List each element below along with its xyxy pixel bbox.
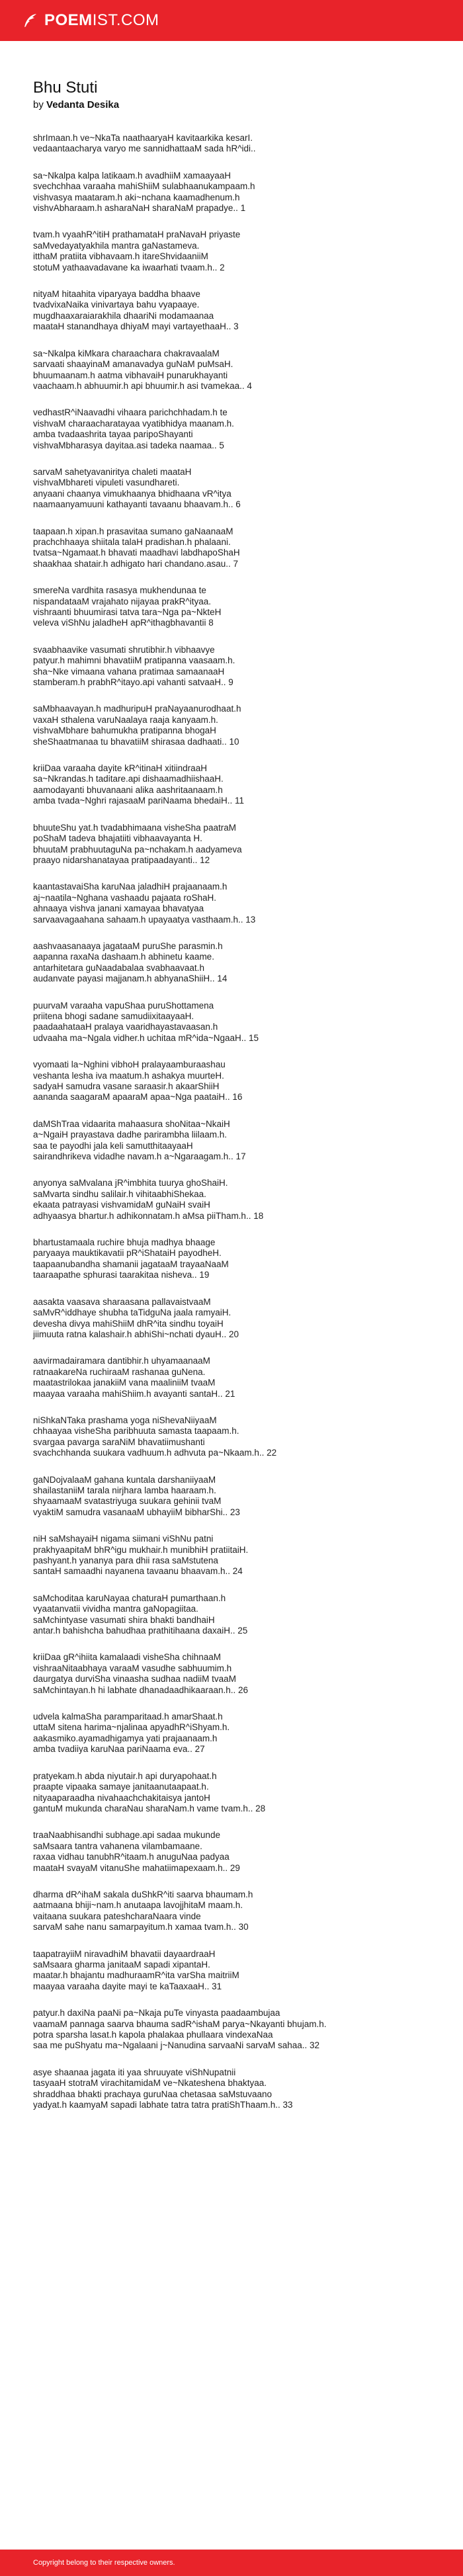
- verse-19: bhartustamaala ruchire bhuja madhya bhaage paryaaya mauktikavatii pR^iShataiH payodheH. taapaanubandha shamanii jagataaM trayaaNaaM taaraapathe sphurasi taarakitaa nisheva.. 19: [33, 1237, 229, 1280]
- verse-2: tvam.h vyaahR^itiH prathamataH praNavaH priyaste saMvedayatyakhila mantra gaNastameva. itthaM pratiita vibhavaam.h itareShvidaaniiM stotuM yathaavadavane ka iwaarhati tvaam.h.. 2: [33, 229, 241, 272]
- verse-14: aashvaasanaaya jagataaM puruShe parasmin.h aapanna raxaNa dashaam.h abhinetu kaame. antarhitetara guNaadabalaa svabhaavaat.h audanvate payasi majjanam.h abhyanaShiiH.. 14: [33, 940, 228, 984]
- verse-13: kaantastavaiSha karuNaa jaladhiH prajaanaam.h aj~naatila~Nghana vashaadu pajaata roShaH. ahnaaya vishva janani xamayaa bhavatyaa sarvaavagaahana sahaam.h upayaatya vasthaam.h.. 13: [33, 882, 256, 925]
- verse-8: smereNa vardhita rasasya mukhendunaa te nispandataaM vrajahato nijayaa prakR^ityaa. vishraanti bhuumirasi tatva tara~Nga pa~NkteH veleva viShNu jaladheH apR^ithagbhavantii 8: [33, 585, 222, 628]
- poem-title: Bhu Stuti: [33, 79, 98, 97]
- verse-12: bhuuteShu yat.h tvadabhimaana visheSha paatraM poShaM tadeva bhajatiiti vibhaavayanta H. bhuutaM prabhuutaguNa pa~nchakam.h aadyameva praayo nidarshanatayaa pratipaadayanti.. 12: [33, 822, 242, 865]
- verse-5: vedhastR^iNaavadhi vihaara parichchhadam.h te vishvaM charaacharatayaa vyatibhidya maanam.h. amba tvadaashrita tayaa paripoShayanti vishvaMbharasya dayitaa.asi tadeka naamaa.. 5: [33, 407, 234, 450]
- site-footer: [0, 2550, 463, 2576]
- verse-28: pratyekam.h abda niyutair.h api duryapohaat.h praapte vipaaka samaye janitaanutaapaat.h. nityaaparaadha nivahaachchakitaisya jantoH gantuM mukunda charaNau sharaNam.h vame tvam.h.. 28: [33, 1770, 266, 1813]
- verse-22: niShkaNTaka prashama yoga niShevaNiiyaaM chhaayaa visheSha paribhuuta samasta taapaam.h. svargaa pavarga saraNiM bhavatiimushanti svachchhanda suukara vadhuum.h adhvuta pa~Nkaam.h.. 22: [33, 1415, 277, 1458]
- verse-32: patyur.h daxiNa paaNi pa~Nkaja puTe vinyasta paadaambujaa vaamaM pannaga saarva bhauma sadR^ishaM parya~Nkayanti bhujam.h. potra sparsha lasat.h kapola phalakaa phullaara vindexaNaa saa me puShyatu ma~Ngalaani j~Nanudina sarvaaNi sarvaM sahaa.. 32: [33, 2008, 327, 2051]
- logo-text-regular: IST.COM: [92, 11, 159, 29]
- logo-text-bold: POEM: [44, 11, 93, 29]
- poem-byline: [33, 99, 437, 112]
- verse-21: aavirmadairamara dantibhir.h uhyamaanaaM ratnaakareNa ruchiraaM rashanaa guNena. maatastrilokaa janakiiM vana maaliniiM tvaaM maayaa varaaha mahiShiim.h avayanti santaH.. 21: [33, 1356, 235, 1399]
- site-header: [0, 0, 463, 41]
- footer-copyright: Copyright belong to their respective owners.: [33, 2559, 175, 2567]
- verse-1: sa~Nkalpa kalpa latikaam.h avadhiiM xamaayaaH svechchhaa varaaha mahiShiiM sulabhaanukampaam.h vishvasya maataram.h aki~nchana kaamadhenum.h vishvAbharaam.h asharaNaH sharaNaM prapadye.. 1: [33, 170, 255, 214]
- verse-15: puurvaM varaaha vapuShaa puruShottamena priitena bhogi sadane samudiixitaayaaH. paadaahataaH pralaya vaaridhayastavaasan.h udvaaha ma~Ngala vidher.h uchitaa mR^ida~NgaaH.. 15: [33, 1000, 259, 1043]
- verse-24: niH saMshayaiH nigama siimani viShNu patni prakhyaapitaM bhR^igu mukhair.h munibhiH pratiitaiH. pashyant.h yananya para dhii rasa saMstutena santaH samaadhi nayanena tavaanu bhaavam.h.. 24: [33, 1534, 249, 1577]
- verse-33: asye shaanaa jagata iti yaa shruuyate viShNupatnii tasyaaH stotraM virachitamidaM ve~Nkateshena bhaktyaa. shraddhaa bhakti prachaya guruNaa chetasaa saMstuvaano yadyat.h kaamyaM sapadi labhate tatra tatra pratiShThaam.h.. 33: [33, 2067, 293, 2110]
- verse-26: kriiDaa gR^ihiita kamalaadi visheSha chihnaaM vishraaNitaabhaya varaaM vasudhe sabhuumim.h daurgatya durviSha vinaasha sudhaa nadiiM tvaaM saMchintayan.h hi labhate dhanadaadhikaaraan.h.. 26: [33, 1652, 248, 1695]
- verse-17: daMShTraa vidaarita mahaasura shoNitaa~NkaiH a~NgaiH prayastava dadhe parirambha liilaam.h. saa te payodhi jala keli samutthitaayaaH sairandhrikeva vidadhe navam.h a~Ngaraagam.h.. 17: [33, 1118, 246, 1162]
- verse-9: svaabhaavike vasumati shrutibhir.h vibhaavye patyur.h mahimni bhavatiiM pratipanna vaasaam.h. sha~Nke vimaana vahana pratimaa samaanaaH stamberam.h prabhR^itayo.api vahanti satvaaH.. 9: [33, 644, 235, 688]
- poem-verses: [33, 133, 437, 2110]
- verse-10: saMbhaavayan.h madhuripuH praNayaanurodhaat.h vaxaH sthalena varuNaalaya raaja kanyaam.h. vishvaMbhare bahumukha pratipanna bhogaH sheShaatmanaa tu bhavatiiM shirasaa dadhaati.. 10: [33, 704, 241, 747]
- verse-0: shrImaan.h ve~NkaTa naathaaryaH kavitaarkika kesarI. vedaantaacharya varyo me sannidhattaaM sada hR^idi..: [33, 133, 256, 154]
- verse-31: taapatrayiiM niravadhiM bhavatii dayaardraaH saMsaara gharma janitaaM sapadi xipantaH. maatar.h bhajantu madhuraamR^ita varSha maitriiM maayaa varaaha dayite mayi te kaTaaxaaH.. 31: [33, 1948, 239, 1991]
- by-label: by: [33, 99, 44, 110]
- poem-content: [33, 78, 437, 2126]
- verse-11: kriiDaa varaaha dayite kR^itinaH xitiindraaH sa~Nkrandas.h taditare.api dishaamadhiishaaH. aamodayanti bhuvanaani alika aashritaanaam.h amba tvada~Nghri rajasaaM pariNaama bhedaiH.. 11: [33, 763, 245, 806]
- verse-6: sarvaM sahetyavaniritya chaleti maataH vishvaMbhareti vipuleti vasundhareti. anyaani chaanya vimukhaanya bhidhaana vR^itya naamaanyamuuni kathayanti tavaanu bhaavam.h.. 6: [33, 466, 241, 510]
- verse-18: anyonya saMvalana jR^imbhita tuurya ghoShaiH. saMvarta sindhu salilair.h vihitaabhiShekaa. ekaata patrayasi vishvamidaM guNaiH svaiH adhyaasya bhartur.h adhikonnatam.h aMsa piiTham.h.. 18: [33, 1178, 264, 1221]
- poem-author[interactable]: Vedanta Desika: [46, 99, 120, 110]
- verse-30: dharma dR^ihaM sakala duShkR^iti saarva bhaumam.h aatmaana bhiji~nam.h anutaapa lavojjhitaM maam.h. vaitaana suukara pateshcharaNaara vinde sarvaM sahe nanu samarpayitum.h xamaa tvam.h.. 30: [33, 1889, 253, 1932]
- verse-16: vyomaati la~Nghini vibhoH pralayaamburaashau veshanta lesha iva maatum.h ashakya muurteH. sadyaH samudra vasane saraasir.h akaarShiiH aananda saagaraM apaaraM apaa~Nga paataiH.. 16: [33, 1059, 243, 1102]
- quill-icon: [22, 13, 38, 28]
- verse-25: saMchoditaa karuNayaa chaturaH pumarthaan.h vyaatanvatii vividha mantra gaNopagiitaa. saMchintyase vasumati shira bhakti bandhaiH antar.h bahishcha bahudhaa prathitihaana daxaiH.. 25: [33, 1593, 248, 1636]
- verse-3: nityaM hitaahita viparyaya baddha bhaave tvadvixaNaika vinivartaya bahu vyapaaye. mugdhaaxaraiarakhila dhaariNi modamaanaa maataH stanandhaya dhiyaM mayi vartayethaaH.. 3: [33, 289, 239, 332]
- verse-20: aasakta vaasava sharaasana pallavaistvaaM saMvR^iddhaye shubha taTidguNa jaala ramyaiH. devesha divya mahiShiiM dhR^ita sindhu toyaiH jiimuuta ratna kalashair.h abhiShi~nchati dyauH.. 20: [33, 1296, 239, 1339]
- site-logo[interactable]: [22, 11, 159, 30]
- verse-7: taapaan.h xipan.h prasavitaa sumano gaNaanaaM prachchhaaya shiitala talaH pradishan.h phalaani. tvatsa~Ngamaat.h bhavati maadhavi labdhapoShaH shaakhaa shatair.h adhigato hari chandano.asau.. 7: [33, 526, 240, 569]
- verse-4: sa~Nkalpa kiMkara charaachara chakravaalaM sarvaati shaayinaM amanavadya guNaM puMsaH. bhuumaanam.h aatma vibhavaiH punarukhayanti vaachaam.h abhuumir.h api bhuumir.h asi tvamekaa.. 4: [33, 348, 252, 391]
- site-logo-text: [44, 11, 159, 30]
- verse-23: gaNDojvalaaM gahana kuntala darshaniiyaaM shailastaniiM tarala nirjhara lamba haaraam.h. shyaamaaM svatastriyuga suukara gehinii tvaM vyaktiM samudra vasanaaM ubhayiiM bibharShi.. 23: [33, 1474, 240, 1517]
- verse-27: udvela kalmaSha paramparitaad.h amarShaat.h uttaM sitena harima~njalinaa apyadhR^iShyam.h. aakasmiko.ayamadhigamya yati prajaanaam.h amba tvadiiya karuNaa pariNaama eva.. 27: [33, 1712, 230, 1755]
- verse-29: traaNaabhisandhi subhage.api sadaa mukunde saMsaara tantra vahanena vilambamaane. raxaa vidhau tanubhR^itaam.h anuguNaa padyaa maataH svayaM vitanuShe mahatiimapexaam.h.. 29: [33, 1830, 240, 1873]
